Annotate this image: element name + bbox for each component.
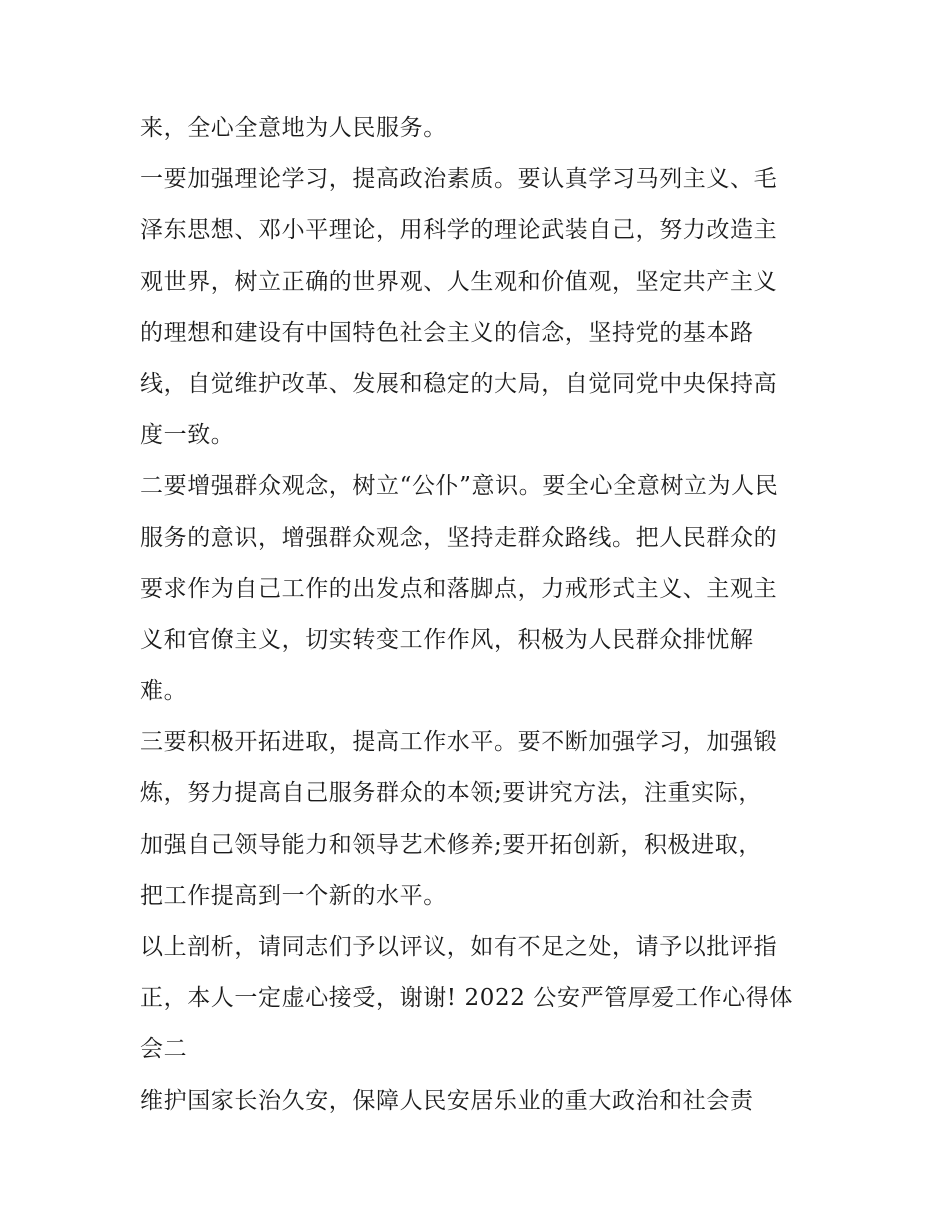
text-line: 线，自觉维护改革、发展和稳定的大局，自觉同党中央保持高	[140, 370, 778, 397]
text-line: 三要积极开拓进取，提高工作水平。要不断加强学习，加强锻	[140, 729, 778, 756]
text-line: 义和官僚主义，切实转变工作作风，积极为人民群众排忧解	[140, 626, 754, 653]
paragraph-intro-ending	[140, 103, 820, 154]
text-line: 度一致。	[140, 422, 235, 449]
text-line: 观世界，树立正确的世界观、人生观和价值观，坚定共产主义	[140, 268, 778, 295]
text-line: 来，全心全意地为人民服务。	[140, 115, 447, 141]
text-line: 的理想和建设有中国特色社会主义的信念，坚持党的基本路	[140, 319, 754, 346]
text-line: 服务的意识，增强群众观念，坚持走群众路线。把人民群众的	[140, 524, 778, 551]
text-line: 要求作为自己工作的出发点和落脚点，力戒形式主义、主观主	[140, 575, 778, 602]
paragraph-mass-awareness	[140, 461, 820, 717]
paragraph-work-level	[140, 717, 820, 922]
text-line: 正，本人一定虚心接受，谢谢! 2022 公安严管厚爱工作心得体	[140, 985, 793, 1012]
paragraph-part-two-start	[140, 1076, 820, 1127]
text-line: 把工作提高到一个新的水平。	[140, 882, 447, 909]
paragraph-theory-study	[140, 154, 820, 461]
text-line: 炼，努力提高自己服务群众的本领;要讲究方法，注重实际，	[140, 780, 762, 807]
paragraph-closing	[140, 922, 820, 1076]
text-line: 二要增强群众观念，树立“公仆”意识。要全心全意树立为人民	[140, 473, 779, 500]
text-line: 泽东思想、邓小平理论，用科学的理论武装自己，努力改造主	[140, 217, 778, 244]
text-line: 会二	[140, 1036, 188, 1063]
text-line: 加强自己领导能力和领导艺术修养;要开拓创新，积极进取，	[140, 831, 762, 858]
text-line: 以上剖析，请同志们予以评议，如有不足之处，请予以批评指	[140, 934, 778, 960]
text-line: 一要加强理论学习，提高政治素质。要认真学习马列主义、毛	[140, 166, 778, 193]
document-body	[140, 103, 820, 1127]
text-line: 维护国家长治久安，保障人民安居乐业的重大政治和社会责	[140, 1087, 754, 1114]
text-line: 难。	[140, 678, 188, 705]
